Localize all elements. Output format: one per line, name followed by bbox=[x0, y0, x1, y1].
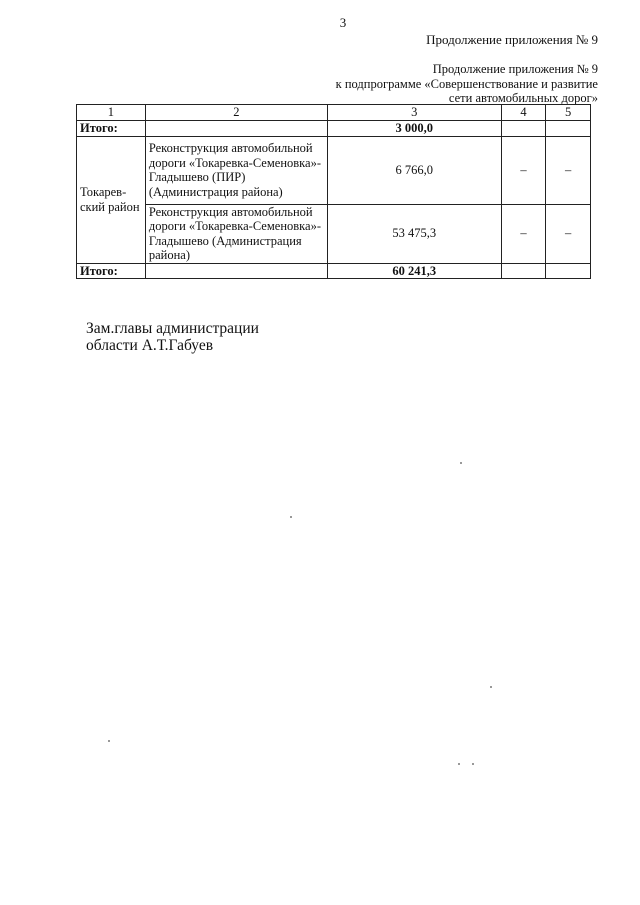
table-row bbox=[77, 136, 591, 204]
total-row-top bbox=[77, 121, 591, 137]
scan-speck bbox=[290, 516, 292, 518]
row-col5: – bbox=[546, 136, 591, 204]
row-col4: – bbox=[501, 136, 546, 204]
scan-speck bbox=[472, 763, 474, 765]
row-col4: – bbox=[501, 204, 546, 263]
total-label-top: Итого: bbox=[77, 121, 146, 137]
total-col4-top bbox=[501, 121, 546, 137]
column-header-2: 2 bbox=[145, 105, 327, 121]
signature-name: области А.Т.Габуев bbox=[86, 337, 214, 354]
total-value-top: 3 000,0 bbox=[327, 121, 501, 137]
column-header-5: 5 bbox=[546, 105, 591, 121]
total-col5-bottom bbox=[546, 263, 591, 279]
total-col5-top bbox=[546, 121, 591, 137]
total-value-bottom: 60 241,3 bbox=[327, 263, 501, 279]
appendix-header-line3: сети автомобильных дорог» bbox=[448, 91, 598, 105]
row-description: Реконструкция автомобильной дороги «Токаревка-Семеновка»- Гладышево (ПИР) (Администрация района) bbox=[145, 136, 327, 204]
total-desc-bottom bbox=[145, 263, 327, 279]
total-row-bottom bbox=[77, 263, 591, 279]
appendix-header-line1: Продолжение приложения № 9 bbox=[432, 62, 598, 76]
row-value: 6 766,0 bbox=[327, 136, 501, 204]
appendix-header bbox=[336, 62, 598, 106]
total-desc-top bbox=[145, 121, 327, 137]
table-header-row bbox=[77, 105, 591, 121]
column-header-1: 1 bbox=[77, 105, 146, 121]
row-col5: – bbox=[546, 204, 591, 263]
district-cell: Токарев-ский район bbox=[77, 136, 146, 263]
scan-speck bbox=[108, 740, 110, 742]
total-col4-bottom bbox=[501, 263, 546, 279]
table-row bbox=[77, 204, 591, 263]
column-header-3: 3 bbox=[327, 105, 501, 121]
row-value: 53 475,3 bbox=[327, 204, 501, 263]
row-description: Реконструкция автомобильной дороги «Токаревка-Семеновка»- Гладышево (Администрация района) bbox=[145, 204, 327, 263]
scan-speck bbox=[458, 763, 460, 765]
column-header-4: 4 bbox=[501, 105, 546, 121]
continuation-title: Продолжение приложения № 9 bbox=[426, 32, 598, 47]
scan-speck bbox=[460, 462, 462, 464]
appendix-header-line2: к подпрограмме «Совершенствование и развитие bbox=[335, 76, 598, 91]
scan-speck bbox=[490, 686, 492, 688]
funding-table bbox=[76, 104, 591, 279]
total-label-bottom: Итого: bbox=[77, 263, 146, 279]
page-number: 3 bbox=[339, 15, 347, 30]
signature-block bbox=[86, 320, 259, 354]
signature-position: Зам.главы администрации bbox=[86, 320, 259, 337]
